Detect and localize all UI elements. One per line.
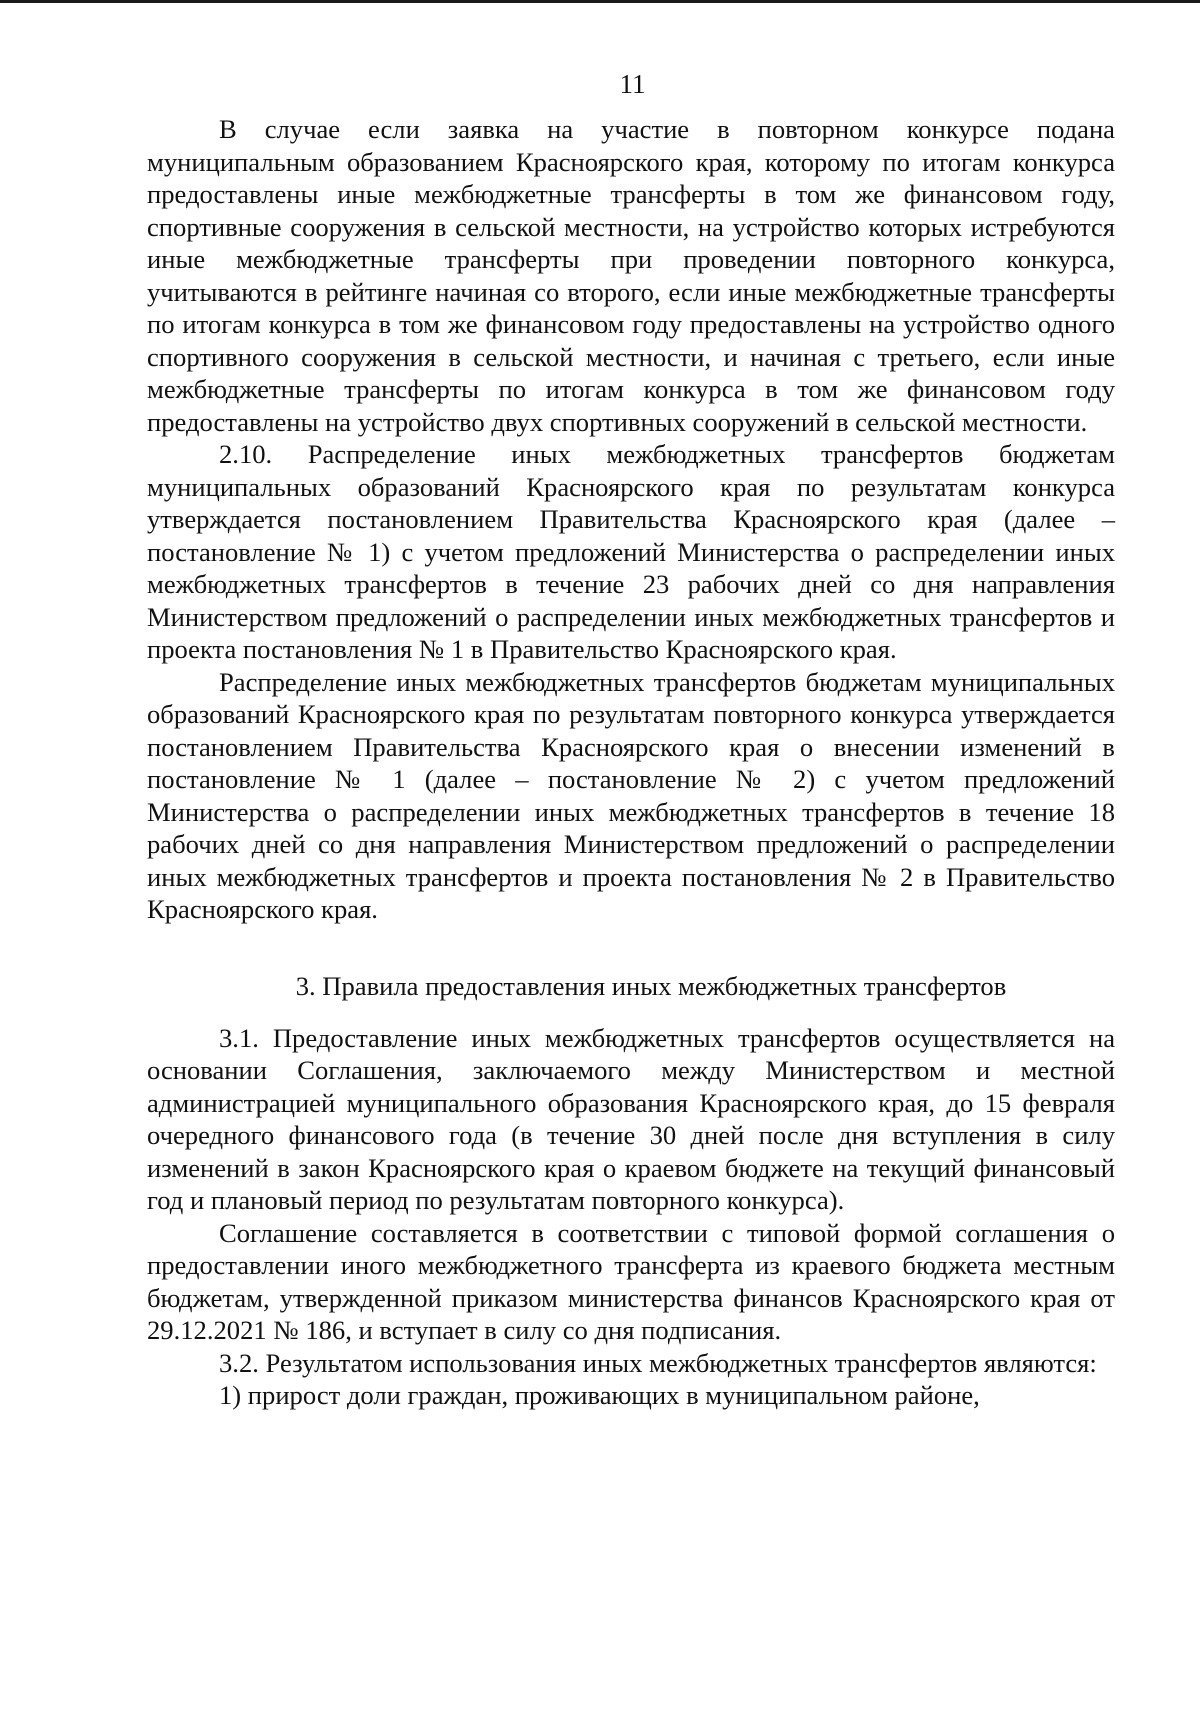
paragraph-distribution-repeat: Распределение иных межбюджетных трансфертов бюджетам муниципальных образований Красноярского края по результатам повторного конкурса утверждается постановлением Правительства Красноярского края о внесении изменений в постановление № 1 (далее – постановление № 2) с учетом предложений Министерства о распределении иных межбюджетных трансфертов в течение 18 рабочих дней со дня направления Министерством предложений о распределении иных межбюджетных трансфертов и проекта постановления № 2 в Правительство Красноярского края.: [147, 666, 1115, 924]
document-body: [147, 113, 1115, 1412]
paragraph-2-10: 2.10. Распределение иных межбюджетных трансфертов бюджетам муниципальных образований Красноярского края по результатам конкурса утверждается постановлением Правительства Красноярского края (далее – постановление № 1) с учетом предложений Министерства о распределении иных межбюджетных трансфертов в течение 23 рабочих дней со дня направления Министерством предложений о распределении иных межбюджетных трансфертов и проекта постановления № 1 в Правительство Красноярского края.: [147, 439, 1115, 664]
list-item-1: 1) прирост доли граждан, проживающих в муниципальном районе,: [219, 1380, 980, 1410]
paragraph-repeat-contest: В случае если заявка на участие в повторном конкурсе подана муниципальным образованием Красноярского края, которому по итогам конкурса предоставлены иные межбюджетные трансферты в том же финансовом году, спортивные сооружения в сельской местности, на устройство которых истребуются иные межбюджетные трансферты при проведении повторного конкурса, учитываются в рейтинге начиная со второго, если иные межбюджетные трансферты по итогам конкурса в том же финансовом году предоставлены на устройство одного спортивного сооружения в сельской местности, и начиная с третьего, если иные межбюджетные трансферты по итогам конкурса в том же финансовом году предоставлены на устройство двух спортивных сооружений в сельской местности.: [147, 114, 1115, 437]
paragraph-agreement-form: Соглашение составляется в соответствии с типовой формой соглашения о предоставлении иного межбюджетного трансферта из краевого бюджета местным бюджетам, утвержденной приказом министерства финансов Красноярского края от 29.12.2021 № 186, и вступает в силу со дня подписания.: [147, 1217, 1115, 1345]
heading-top-space: [187, 948, 1115, 970]
section-heading: [147, 948, 1115, 1022]
paragraph-3-1: 3.1. Предоставление иных межбюджетных трансфертов осуществляется на основании Соглашения, заключаемого между Министерством и местной администрацией муниципального образования Красноярского края, до 15 февраля очередного финансового года (в течение 30 дней после дня вступления в силу изменений в закон Красноярского края о краевом бюджете на текущий финансовый год и плановый период по результатам повторного конкурса).: [147, 1022, 1115, 1215]
page-number: 11: [619, 69, 646, 99]
section-heading-text: 3. Правила предоставления иных межбюджетных трансфертов: [295, 970, 1007, 1001]
paragraph-3-2: 3.2. Результатом использования иных межбюджетных трансфертов являются:: [219, 1347, 1097, 1378]
scan-edge: [0, 0, 1200, 3]
